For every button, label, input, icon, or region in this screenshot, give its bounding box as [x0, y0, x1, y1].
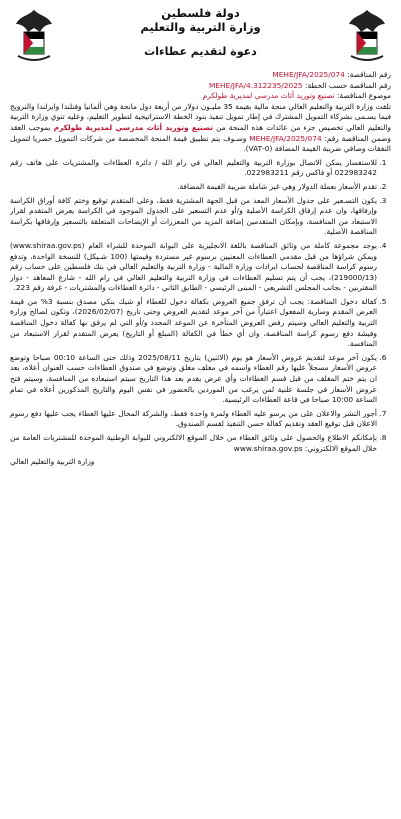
tender-number: MEHE/JFA/2025/074 [272, 70, 345, 79]
intro-paragraph: تلقت وزارة التربية والتعليم العالي منحة مالية بقيمة 35 مليـون دولار من أربعة دول مانحة وهي ألمانيا وفنلندا وايرلندا والنرويج فيما يسـمى بشركاء التمويل المشترك في إطار تمويل تنفيذ بنود الخطة الاستراتيجية لتطوير التعليم، وعليه تنوي وزارة التربية والتعليم العالي تخصيص جزء من عائدات هذه المنحة من تصنيع وتوريد أثاث مدرسي لمديرية طولكرم بموجب العقد وضمن المناقصة رقم: MEHE/JFA/2025/074 وسـوف يتم تطبيق قيمة المنحة المخصصة من شركات التمويل حصريا لتمويل النفقات وصافي ضريبة القيمة المضافة (0-VAT). [10, 101, 391, 154]
plan-number: MEHE/JFA/4.312235/2025 [208, 80, 303, 90]
notice-body [10, 70, 391, 468]
tender-number-line: رقم المناقصة: MEHE/JFA/2025/074 [272, 70, 391, 79]
notice-title: دعوة لتقديم عطاءات [144, 45, 257, 58]
list-item: 1. للاستفسار يمكن الاتصال بوزارة التربية والتعليم العالي في رام الله / دائرة العطاءات والمشتريات على هاتف رقم 022983242 أو فاكس رقم 022983211. [10, 158, 377, 179]
list-item: 8. بإمكانكم الاطلاع والحصول على وثائق العطاء من خلال الموقع الالكتروني للبوابة الوطنية الموحدة للمشتريات العامة من خلال الموقع الالكتروني: www.shiraa.gov.ps [10, 433, 377, 454]
subject-line: موضوع المناقصة: تصنيع وتوريد أثاث مدرسي لمديرية طولكرم [202, 91, 391, 101]
list-item: 4. يوجد مجموعة كاملة من وثائق المناقصة باللغة الانجليزية على البوابة الموحدة للشراء العام (www.shiraa.gov.ps) ويمكن شراؤها من قبل مقدمي العطاءات المعنيين برسوم غير مستردة وقيمتها (100 شـيكل) للنسخة الواحدة، وتدفع رسوم كراسة المناقصة لحساب ايرادات وزارة المالية - وزارة التربية والتعليم العالي في بنك فلسطين على حساب رقم (219000/13)، يجب أن يتم تسليم العطاءات في وزارة التربية والتعليم العالي في رام الله - شارع المعاهد - دوار المقتربين - بجانب المجلس التشريعي - المبنى الرئيسي - الطابق الثاني - دائرة العطاءات والمشتريات - غرفة رقم 223. [10, 241, 377, 294]
list-item: 3. يكون التسـعير على جدول الأسعار المعد من قبل الجهة المشترية فقط، وعلى المتقدم توقيع وختم كافة أوراق الكراسة وإرفاقها، وان عدم إرفاق الكراسة الأصلية و/أو عدم التسعير على الجدول الموجود في الكراسة يعرض المتقدم لقرار الاستبعاد من المنافسة، وبإمكان المتقدمين إضافة المزيد من المعززات أو الإيضاحات المتعلقة بالتسعير وإرفاقها بكراسة المناقصة الأصلية. [10, 196, 377, 238]
list-item: 5. كفالة دخول المناقصة: يجب أن ترفق جميع العروض بكفالة دخول للعطاء أو شيك بنكي مصدق بنسبة 3% من قيمة العرض المقدم وسارية المفعول اعتباراً من آخر موعد لتقديم العروض وحتى تاريخ (2026/02/07)، وتكون لصالح وزارة التربية والتعليم العالي وسيتم رفض العروض المتأخرة عن الموعد المحدد و/أو التي لم يرفق بها كفالة دخول المناقصة وفيشة دفع رسوم كراسة المناقصة، وان أي خطأ في الكفالة (المبلغ أو التاريخ) يعرض المتقدم لقرار الاستبعاد من المنافسة. [10, 297, 377, 350]
signature-text: وزارة التربية والتعليم العالي [10, 457, 95, 467]
list-item: 6. يكون آخر موعد لتقديم عروض الأسعار هو يوم (الاثنين) بتاريخ 2025/08/11 وذلك حتى الساعة 00:10 صباحا وتوضع عروض الأسعار مسجلاً عليها رقم العطاء واسمه في مغلف مغلق وتوضع في صندوق العطاءات حسب العنوان أعلاه، بعد ان يتم ختم المغلف من قبل قسم العطاءات وأي عرض يقدم بعد هذا التاريخ سيتم استبعاده من المنافسة، وسيتم فتح عروض الأسعار في جلسة علنية لمن يرغب من الموردين بالحضور في نفس اليوم والتاريخ المذكورين أعلاه في تمام الساعة 10:00 صباحا في قاعة العطاءات الرئيسية. [10, 353, 377, 406]
tender-subject: تصنيع وتوريد أثاث مدرسي لمديرية طولكرم [202, 91, 335, 101]
plan-number-line: رقم المناقصة حسب الخطة: MEHE/JFA/4.312235/2025 [208, 80, 391, 90]
terms-list [10, 158, 391, 454]
state-name: دولة فلسطين [161, 6, 240, 20]
ministry-name: وزارة التربية والتعليم [140, 20, 261, 34]
list-item: 7. أجور النشر والاعلان على من يرسو عليه العطاء ولمرة واحدة فقط، والشركة المحال عليها العطاء يجب عليها دفع رسوم الاعلان قبل توقيع العقد وتقديم كفالة حسن التنفيذ لقسم الصندوق. [10, 409, 377, 430]
signature-block [10, 457, 391, 468]
list-item: 2. تقدم الأسعار بعملة الدولار وهي غير شاملة ضريبة القيمة المضافة. [10, 182, 377, 193]
